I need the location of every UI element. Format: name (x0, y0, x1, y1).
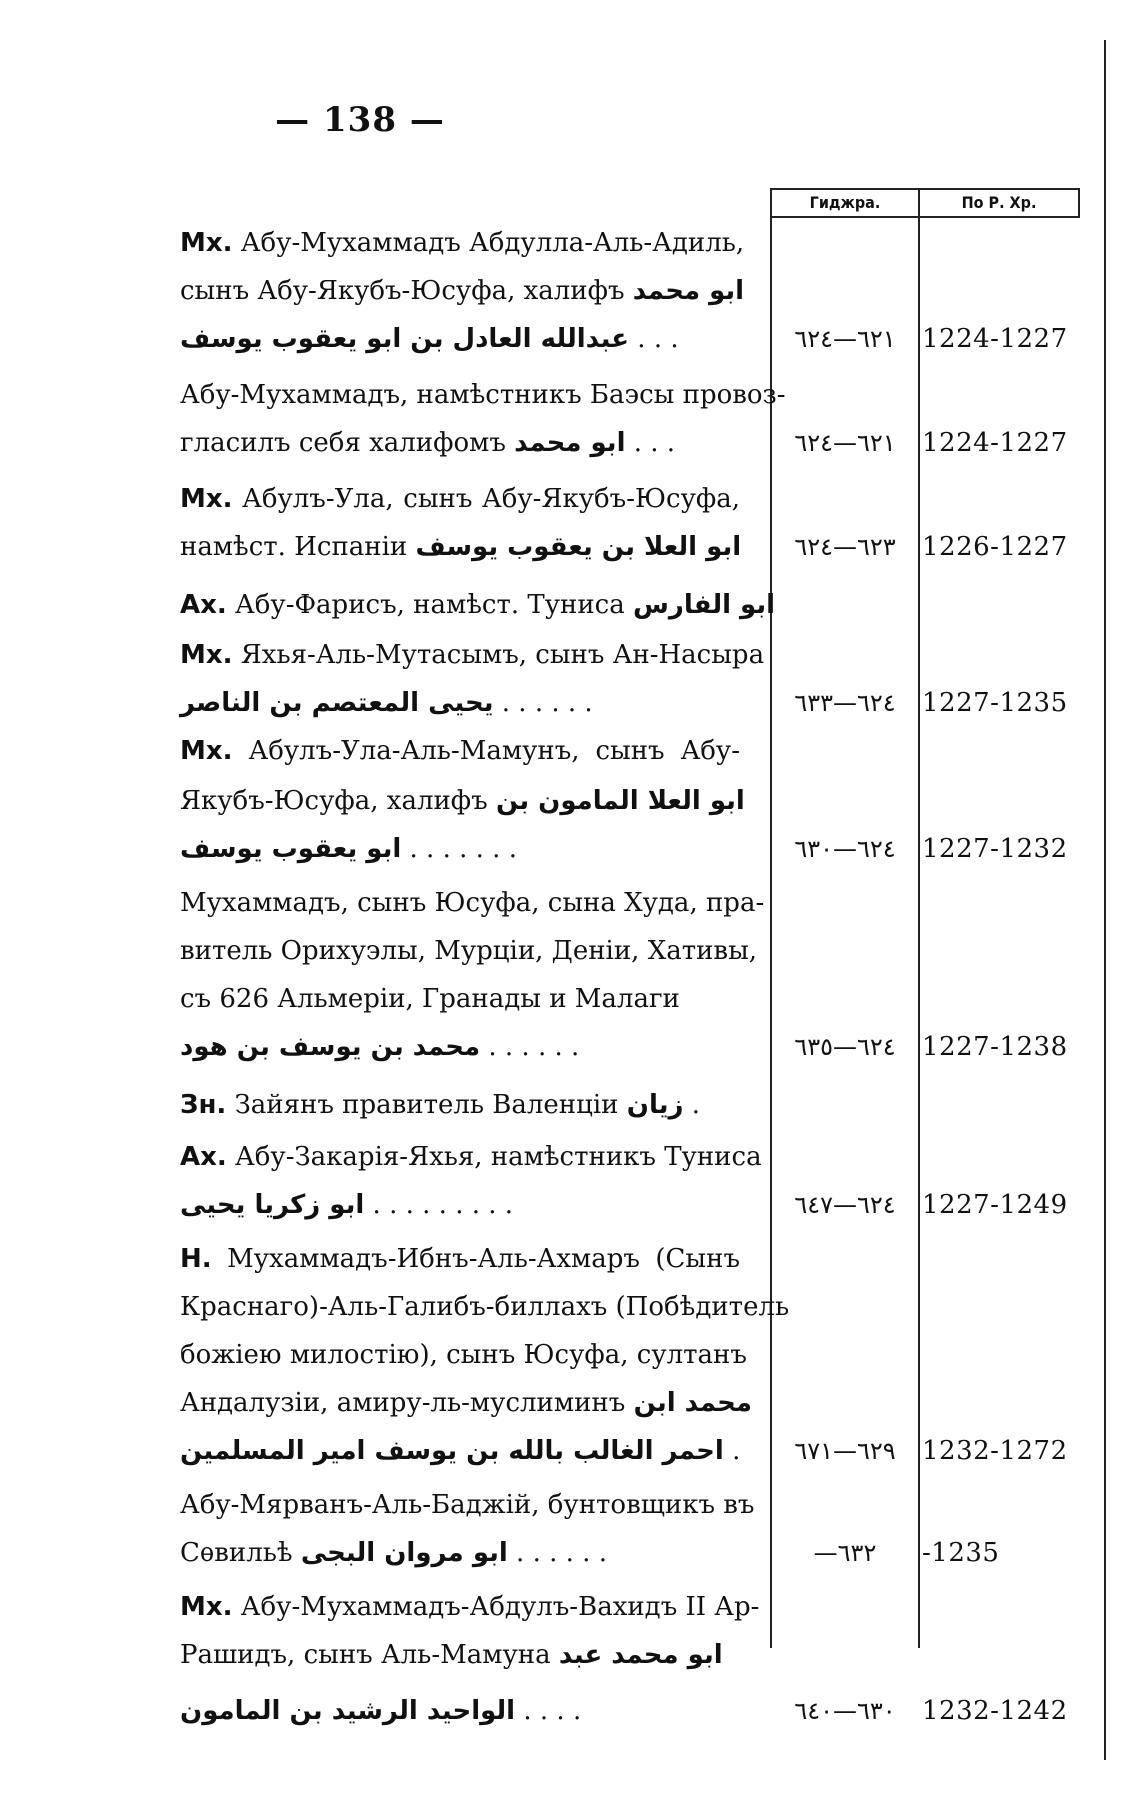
entry-line (0, 680, 1140, 726)
entry-arabic-text: محمد ابن (633, 1388, 752, 1418)
ad-years: 1232-1242 (922, 1696, 1068, 1726)
leader-dots: . . . . . . (507, 1538, 607, 1568)
entry-text (180, 1182, 740, 1228)
entry-russian-text: Яхья-Аль-Мутасымъ, сынъ Ан-Насыра (232, 640, 765, 670)
entry-text (180, 1024, 740, 1070)
entry-line (0, 420, 1140, 466)
entry-text (180, 728, 740, 774)
hijra-years: ٦٢٤—٦٣٥ (794, 1033, 896, 1061)
entry-line (0, 476, 1140, 522)
leader-dots: . . . . . . (493, 688, 593, 718)
entry-text (180, 1332, 747, 1378)
entry-line (0, 778, 1140, 824)
entry-russian-text: Абулъ-Ула-Аль-Мамунъ, сынъ Абу- (232, 736, 740, 766)
entry-arabic-text: احمر الغالب بالله بن يوسف امير المسلمين (180, 1436, 724, 1466)
entry-arabic-text: ابو محمد (514, 428, 626, 458)
leader-dots: . . . . (515, 1696, 582, 1726)
entry-text (180, 1688, 740, 1734)
ad-years: 1226-1227 (922, 532, 1068, 562)
entry-line (0, 1584, 1140, 1630)
entry-russian-text: Абу-Мухаммадъ-Абдулъ-Вахидъ II Ар- (232, 1592, 760, 1622)
entry-russian-text: Краснаго)-Аль-Галибъ-биллахъ (Побѣдитель (180, 1292, 790, 1322)
dynasty-abbr: Ах. (180, 1142, 227, 1172)
table-divider-right (1078, 188, 1080, 218)
entry-line (0, 220, 1140, 266)
entry-text (180, 928, 758, 974)
entry-text (180, 1082, 740, 1128)
table-top-rule (772, 188, 1080, 190)
entry-text (180, 778, 745, 824)
entry-text (180, 1632, 740, 1678)
entry-russian-text: сынъ Абу-Якубъ-Юсуфа, халифъ (180, 276, 633, 306)
dynasty-abbr: Ах. (180, 590, 227, 620)
table-header-rule (772, 216, 1080, 218)
entry-russian-text: гласилъ себя халифомъ (180, 428, 515, 458)
entry-text (180, 1134, 762, 1180)
entry-line (0, 582, 1140, 628)
entry-russian-text: Рашидъ, сынъ Аль-Мамуна (180, 1640, 559, 1670)
leader-dots: . . . . . . . . . (364, 1190, 514, 1220)
entry-arabic-text: ابو الفارس (633, 590, 776, 620)
entry-arabic-text: ابو العلا المامون بن (495, 786, 745, 816)
entry-russian-text: Зайянъ правитель Валенціи (226, 1090, 627, 1120)
entry-russian-text: Мухаммадъ-Ибнъ-Аль-Ахмаръ (Сынъ (211, 1244, 740, 1274)
entry-arabic-text: ابو العلا بن يعقوب يوسف (415, 532, 742, 562)
hijra-years: ٦٢٤—٦٤٧ (794, 1191, 896, 1219)
entry-line (0, 372, 1140, 418)
entry-text (180, 1482, 755, 1528)
entry-line (0, 1236, 1140, 1282)
entry-text (180, 220, 745, 266)
entry-line (0, 1082, 1140, 1128)
entry-russian-text: Мухаммадъ, сынъ Юсуфа, сына Худа, пра- (180, 888, 765, 918)
entry-line (0, 976, 1140, 1022)
entry-arabic-text: ابو زكريا يحيى (180, 1190, 365, 1220)
entry-russian-text: Абулъ-Ула, сынъ Абу-Якубъ-Юсуфа, (232, 484, 740, 514)
entry-text (180, 268, 745, 314)
entry-line (0, 268, 1140, 314)
entry-arabic-text: ابو محمد عبد (558, 1640, 723, 1670)
entry-text (180, 372, 786, 418)
entry-line (0, 1380, 1140, 1426)
hijra-years: ٦٢١—٦٢٤ (794, 325, 896, 353)
entry-line (0, 826, 1140, 872)
entry-russian-text: витель Орихуэлы, Мурціи, Деніи, Хативы, (180, 936, 758, 966)
entry-line (0, 632, 1140, 678)
entry-line (0, 1284, 1140, 1330)
entry-text (180, 582, 776, 628)
entry-russian-text: Абу-Мухаммадъ, намѣстникъ Баэсы провоз- (180, 380, 786, 410)
entry-russian-text: Абу-Фарисъ, намѣст. Туниса (226, 590, 633, 620)
entry-line (0, 1332, 1140, 1378)
ad-years: 1227-1232 (922, 834, 1068, 864)
entry-text (180, 680, 740, 726)
dynasty-abbr: Мх. (180, 640, 233, 670)
entry-russian-text: божіею милостію), сынъ Юсуфа, султанъ (180, 1340, 747, 1370)
entry-line (0, 1632, 1140, 1678)
ad-years: 1224-1227 (922, 428, 1068, 458)
hijra-years: ٦٣٠—٦٤٠ (794, 1697, 896, 1725)
entry-text (180, 976, 740, 1022)
entry-text (180, 1284, 790, 1330)
hijra-years: ٦٢٤—٦٣٣ (794, 689, 896, 717)
entry-russian-text: Андалузіи, амиру-ль-муслиминъ (180, 1388, 634, 1418)
entry-text (180, 1236, 740, 1282)
entry-arabic-text: زيان (626, 1090, 684, 1120)
dynasty-abbr: Н. (180, 1244, 212, 1274)
ad-years: 1227-1238 (922, 1032, 1068, 1062)
page-number: — 138 — (275, 100, 445, 140)
entry-arabic-text: ابو يعقوب يوسف (180, 834, 402, 864)
ad-years: -1235 (922, 1538, 1000, 1568)
entry-arabic-text: ابو محمد (632, 276, 745, 306)
leader-dots: . (723, 1436, 741, 1466)
entry-russian-text: Абу-Мухаммадъ Абдулла-Аль-Адиль, (232, 228, 745, 258)
ad-years: 1232-1272 (922, 1436, 1068, 1466)
entry-text (180, 524, 740, 570)
entry-arabic-text: محمد بن يوسف بن هود (180, 1032, 481, 1062)
entry-line (0, 880, 1140, 926)
entry-line (0, 524, 1140, 570)
header-hijra: Гиджра. (809, 193, 881, 212)
dynasty-abbr: Мх. (180, 736, 233, 766)
hijra-years: ٦٢٣—٦٢٤ (794, 533, 896, 561)
entry-line (0, 1688, 1140, 1734)
ad-years: 1227-1249 (922, 1190, 1068, 1220)
entry-arabic-text: الواحيد الرشيد بن المامون (180, 1696, 516, 1726)
entry-arabic-text: يحيى المعتصم بن الناصر (180, 688, 494, 718)
entry-russian-text: Сѳвильѣ (180, 1538, 301, 1568)
entry-text (180, 316, 740, 362)
leader-dots: . . . (629, 324, 679, 354)
entry-text (180, 420, 740, 466)
entry-text (180, 632, 765, 678)
entry-line (0, 1182, 1140, 1228)
entry-arabic-text: عبدالله العادل بن ابو يعقوب يوسف (180, 324, 630, 354)
entry-line (0, 1134, 1140, 1180)
entry-text (180, 476, 740, 522)
leader-dots: . (683, 1090, 700, 1120)
entry-russian-text: Якубъ-Юсуфа, халифъ (180, 786, 496, 816)
hijra-years: ٦٢٤—٦٣٠ (794, 835, 896, 863)
entry-line (0, 1428, 1140, 1474)
dynasty-abbr: Мх. (180, 1592, 233, 1622)
dynasty-abbr: Мх. (180, 228, 233, 258)
entry-line (0, 316, 1140, 362)
entry-russian-text: намѣст. Испаніи (180, 532, 416, 562)
entry-text (180, 1584, 760, 1630)
dynasty-abbr: Зн. (180, 1090, 227, 1120)
entry-text (180, 1428, 740, 1474)
ad-years: 1227-1235 (922, 688, 1068, 718)
hijra-years: ٦٢١—٦٢٤ (794, 429, 896, 457)
entry-arabic-text: ابو مروان البجى (300, 1538, 508, 1568)
entry-line (0, 1530, 1140, 1576)
hijra-years: —٦٣٢ (813, 1539, 877, 1567)
entry-russian-text: Абу-Закарія-Яхья, намѣстникъ Туниса (226, 1142, 762, 1172)
leader-dots: . . . . . . (480, 1032, 580, 1062)
ad-years: 1224-1227 (922, 324, 1068, 354)
hijra-years: ٦٢٩—٦٧١ (794, 1437, 896, 1465)
dynasty-abbr: Мх. (180, 484, 233, 514)
entry-line (0, 1024, 1140, 1070)
leader-dots: . . . . . . . (401, 834, 517, 864)
entry-line (0, 1482, 1140, 1528)
entry-text (180, 1530, 740, 1576)
entry-russian-text: Абу-Мярванъ-Аль-Баджій, бунтовщикъ въ (180, 1490, 755, 1520)
entry-line (0, 728, 1140, 774)
entry-line (0, 928, 1140, 974)
entry-text (180, 1380, 752, 1426)
entry-russian-text: съ 626 Альмеріи, Гранады и Малаги (180, 984, 680, 1014)
header-ad: По Р. Хр. (961, 193, 1037, 212)
leader-dots: . . . (625, 428, 676, 458)
entry-text (180, 826, 740, 872)
entry-text (180, 880, 765, 926)
